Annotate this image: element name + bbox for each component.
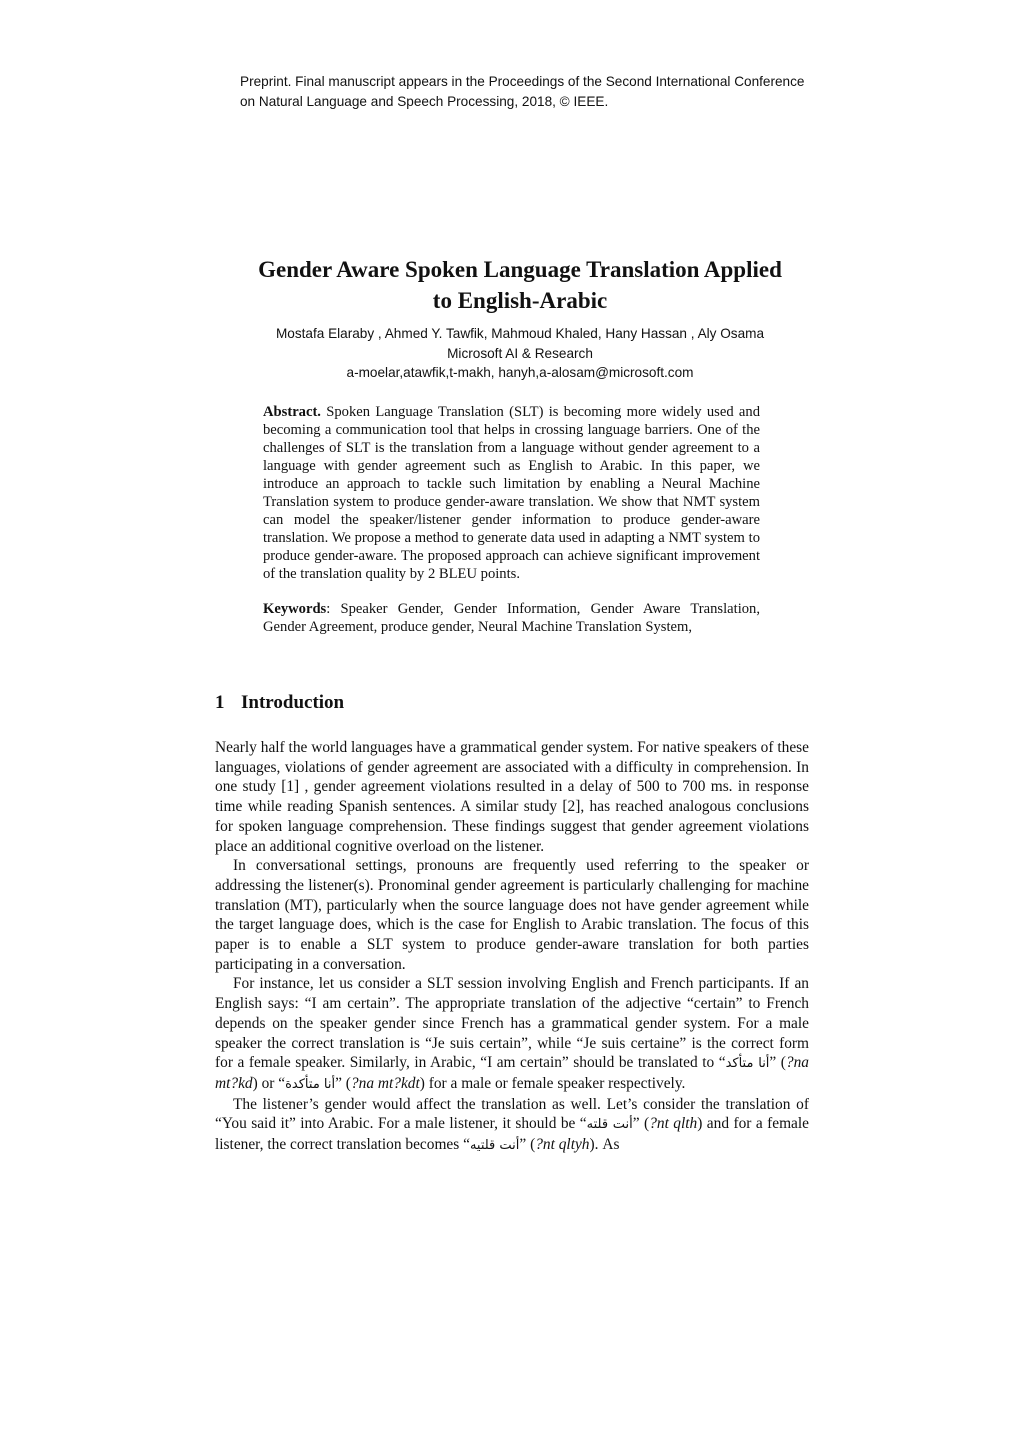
p3-text-2: ” ( [769,1054,786,1072]
keywords-label: Keywords [263,601,327,617]
paper-title [200,254,840,316]
p4-text-2: ” ( [632,1115,650,1133]
author-names: Mostafa Elaraby , Ahmed Y. Tawfik, Mahmoud Khaled, Hany Hassan , Aly Osama [275,326,765,341]
introduction-body [215,738,809,1156]
transliteration-male: ?na mt?kd [215,1054,809,1092]
preprint-line-1: Preprint. Final manuscript appears in the Proceedings of the Second International Conference [240,74,805,89]
p3-text-5: ) for a male or female speaker respectively. [419,1074,686,1092]
p3-text-3: ) or “ [252,1074,286,1092]
keywords-text: : Speaker Gender, Gender Information, Gender Aware Translation, Gender Agreement, produce gender, Neural Machine Translation System, [263,601,760,635]
arabic-i-am-certain-male: أنا متأكد [725,1056,770,1072]
paragraph-3 [215,974,809,1094]
title-line-1: Gender Aware Spoken Language Translation Applied [258,257,782,282]
p4-text-5: ). As [589,1136,620,1154]
paragraph-1: Nearly half the world languages have a grammatical gender system. For native speakers of these languages, violations of gender agreement are associated with a difficulty in comprehension. In one study [1] , gender agreement violations resulted in a delay of 500 to 700 ms. in response time while reading Spanish sentences. A similar study [2], has reached analogous conclusions for spoken language comprehension. These findings suggest that gender agreement violations place an additional cognitive overload on the listener. [215,739,809,855]
preprint-line-2: on Natural Language and Speech Processing, 2018, © IEEE. [240,94,609,109]
author-emails: a-moelar,atawfik,t-makh, hanyh,a-alosam@microsoft.com [346,365,694,380]
p3-text-4: ” ( [335,1074,351,1092]
transliteration-listener-male: ?nt qlth [649,1115,698,1133]
author-block [200,324,840,383]
p3-text-1: For instance, let us consider a SLT session involving English and French participants. If an English says: “I am certain”. The appropriate translation of the adjective “certain” to French depends on the speaker gender since French has a grammatical gender system. For a male speaker the correct translation is “Je suis certain”, while “Je suis certaine” is the correct form for a female speaker. Similarly, in Arabic, “I am certain” should be translated to “ [215,975,809,1072]
title-line-2: to English-Arabic [432,288,608,313]
transliteration-listener-female: ?nt qltyh [535,1136,590,1154]
section-heading-introduction [215,690,615,716]
p4-text-4: ” ( [519,1136,536,1154]
arabic-i-am-certain-female: أنا متأكدة [285,1076,336,1092]
p4-text-1: The listener’s gender would affect the translation as well. Let’s consider the translation of “You said it” into Arabic. For a male listener, it should be “ [215,1095,809,1133]
abstract-text: Spoken Language Translation (SLT) is becoming more widely used and becoming a communication tool that helps in crossing language barriers. One of the challenges of SLT is the translation from a language without gender agreement to a language with gender agreement such as English to Arabic. In this paper, we introduce an approach to tackle such limitation by enabling a Neural Machine Translation system to produce gender-aware translation. We show that NMT system can model the speaker/listener gender information to produce gender-aware translation. We propose a method to generate data used in adapting a NMT system to produce gender-aware. The proposed approach can achieve significant improvement of the translation quality by 2 BLEU points. [263,404,760,582]
paragraph-2: In conversational settings, pronouns are frequently used referring to the speaker or addressing the listener(s). Pronominal gender agreement is particularly challenging for machine translation (MT), particularly when the source language does not have gender agreement while the target language does, which is the case for English to Arabic translation. The focus of this paper is to enable a SLT system to produce gender-aware translation for both parties participating in a conversation. [215,857,809,973]
section-title: Introduction [241,692,345,713]
abstract [263,403,760,583]
arabic-you-said-it-female: أنت قلتيه [469,1138,520,1154]
keywords [263,600,760,636]
preprint-notice [240,72,820,112]
abstract-label: Abstract. [263,404,321,420]
p4-text-3: ) and for a female listener, the correct translation becomes “ [215,1115,809,1154]
section-number: 1 [215,692,225,713]
arabic-you-said-it-male: أنت قلته [586,1117,633,1133]
paragraph-4 [215,1095,809,1156]
author-affiliation: Microsoft AI & Research [447,345,593,361]
transliteration-female: ?na mt?kdt [350,1074,420,1092]
